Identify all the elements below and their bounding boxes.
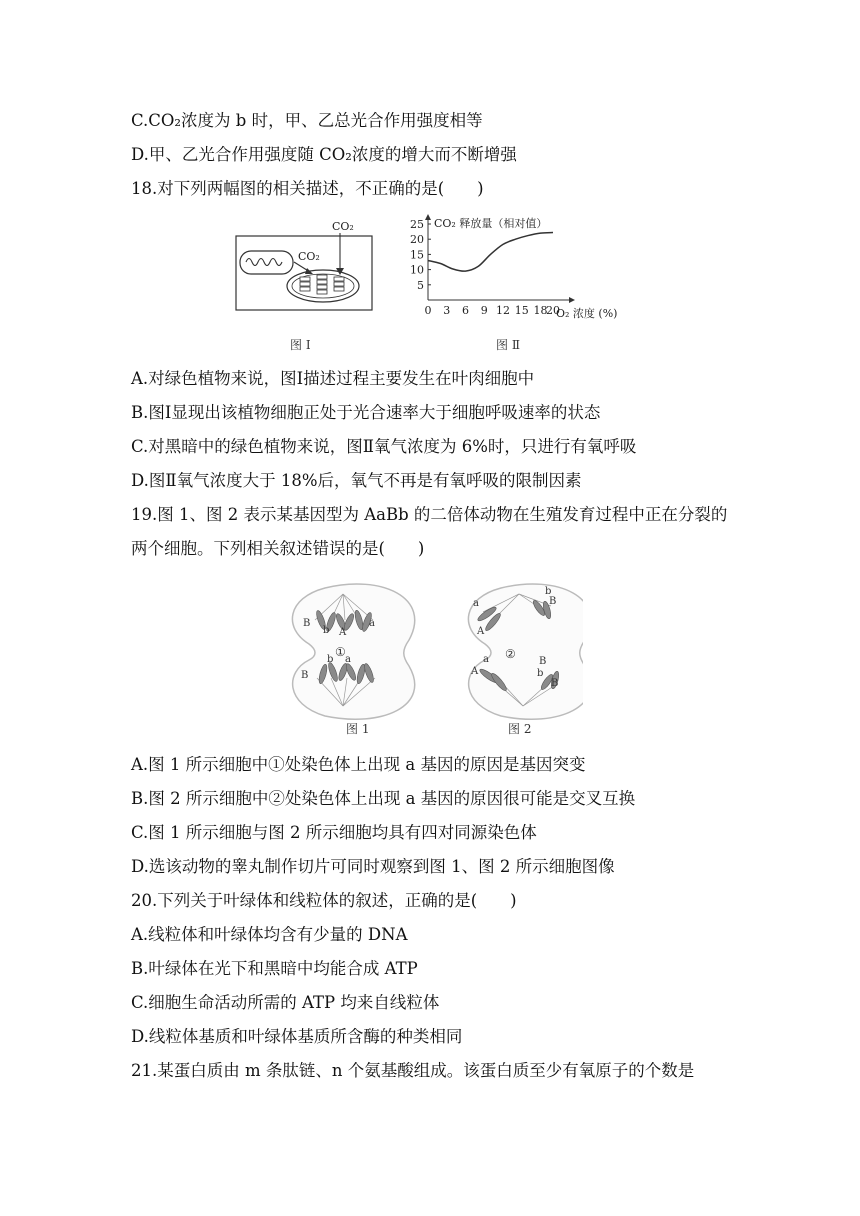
chart-x-axis-label: O₂ 浓度 (%) <box>556 307 618 320</box>
option-line: D.图Ⅱ氧气浓度大于 18%后，氧气不再是有氧呼吸的限制因素 <box>131 471 582 490</box>
question-18-title: 18.对下列两幅图的相关描述，不正确的是( ) <box>131 179 484 198</box>
co2-label: CO₂ <box>298 250 320 263</box>
cell-1-outline <box>292 584 414 719</box>
chart-x-tick-label: 18 <box>533 304 548 317</box>
question-20-title: 20.下列关于叶绿体和线粒体的叙述，正确的是( ) <box>131 891 517 910</box>
gene-label: B <box>303 618 311 629</box>
chart-y-tick-label: 5 <box>417 278 424 292</box>
gene-label: B <box>551 678 559 689</box>
co2-release-curve <box>428 233 553 272</box>
option-line: D.选该动物的睾丸制作切片可同时观察到图 1、图 2 所示细胞图像 <box>131 857 615 876</box>
gene-label: b <box>327 654 334 665</box>
cell-division-figures <box>283 578 583 738</box>
chart-x-tick-label: 12 <box>496 304 510 317</box>
cell-figure-1-caption: 图 1 <box>346 722 370 736</box>
chart-y-axis-label: CO₂ 释放量（相对值） <box>434 217 548 230</box>
cell-figure-2-caption: 图 2 <box>508 722 532 736</box>
chart-y-axis-arrow <box>425 214 431 220</box>
option-line: D.线粒体基质和叶绿体基质所含酶的种类相同 <box>131 1027 463 1046</box>
option-line: C.对黑暗中的绿色植物来说，图Ⅱ氧气浓度为 6%时，只进行有氧呼吸 <box>131 437 637 456</box>
gene-label: a <box>473 598 479 609</box>
question-19-title: 19.图 1、图 2 表示某基因型为 AaBb 的二倍体动物在生殖发育过程中正在分裂的 <box>131 505 728 524</box>
option-line: B.图 2 所示细胞中②处染色体上出现 a 基因的原因很可能是交叉互换 <box>131 789 636 808</box>
chart-x-axis-arrow <box>569 297 575 303</box>
chart-x-tick-label: 0 <box>424 304 432 317</box>
chart-y-tick-label: 25 <box>410 218 424 231</box>
question-19-title-cont: 两个细胞。下列相关叙述错误的是( ) <box>131 539 425 558</box>
gene-label: b <box>323 625 330 636</box>
question-21-title: 21.某蛋白质由 m 条肽链、n 个氨基酸组成。该蛋白质至少有氧原子的个数是 <box>131 1061 695 1080</box>
chart-x-tick-label: 20 <box>546 304 560 317</box>
option-line: C.CO₂浓度为 b 时，甲、乙总光合作用强度相等 <box>131 111 483 130</box>
option-line: A.线粒体和叶绿体均含有少量的 DNA <box>131 925 408 944</box>
chart-x-tick-label: 6 <box>462 304 469 317</box>
option-line: A.对绿色植物来说，图Ⅰ描述过程主要发生在叶肉细胞中 <box>131 369 535 388</box>
option-line: A.图 1 所示细胞中①处染色体上出现 a 基因的原因是基因突变 <box>131 755 586 774</box>
figure-1-caption: 图 Ⅰ <box>290 338 311 352</box>
option-line: B.图Ⅰ显现出该植物细胞正处于光合速率大于细胞呼吸速率的状态 <box>131 403 601 422</box>
chart-y-tick-label: 15 <box>410 248 424 262</box>
gene-label: a <box>369 618 375 629</box>
co2-label: CO₂ <box>332 220 354 233</box>
option-line: D.甲、乙光合作用强度随 CO₂浓度的增大而不断增强 <box>131 145 517 164</box>
gene-label: B <box>301 670 309 681</box>
figure-2-caption: 图 Ⅱ <box>496 338 520 352</box>
option-line: C.图 1 所示细胞与图 2 所示细胞均具有四对同源染色体 <box>131 823 537 842</box>
gene-label: A <box>471 666 479 677</box>
cell-2-outline <box>468 584 583 719</box>
gene-label: a <box>345 654 351 665</box>
chart-x-tick-label: 9 <box>480 304 488 317</box>
figure-2-chart <box>398 212 628 340</box>
gene-label: B <box>539 656 547 667</box>
gene-label: B <box>549 596 557 607</box>
circle-mark-2: ② <box>505 647 516 661</box>
gene-label: b <box>537 668 544 679</box>
gene-label: a <box>483 654 489 665</box>
chart-y-tick-label: 20 <box>410 233 424 247</box>
chart-x-tick-label: 3 <box>443 304 451 317</box>
gene-label: A <box>339 627 347 638</box>
chart-x-tick-label: 15 <box>514 304 529 317</box>
chart-y-tick-label: 10 <box>410 263 424 277</box>
figure-1-diagram <box>232 214 377 349</box>
gene-label: A <box>477 626 485 637</box>
circle-mark-1: ① <box>335 645 346 659</box>
option-line: B.叶绿体在光下和黑暗中均能合成 ATP <box>131 959 418 978</box>
option-line: C.细胞生命活动所需的 ATP 均来自线粒体 <box>131 993 440 1012</box>
gene-label: b <box>545 586 552 597</box>
